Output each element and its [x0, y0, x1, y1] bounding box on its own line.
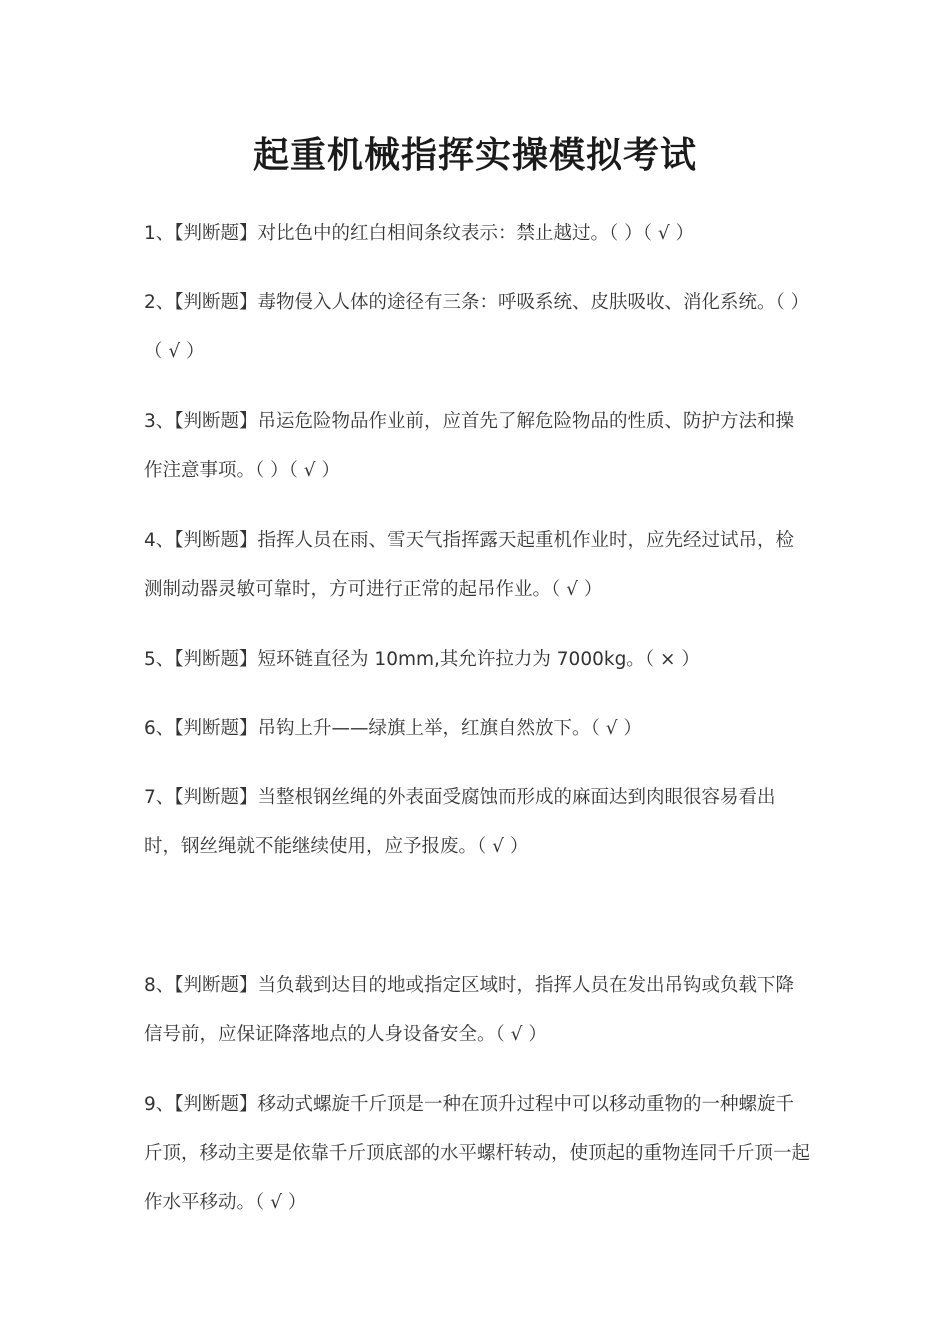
- question-type-tag: 【判断题】: [174, 1094, 258, 1115]
- question-item-2: [144, 278, 810, 376]
- question-number: 3、: [144, 411, 175, 432]
- question-item-7: [144, 773, 810, 871]
- question-text: 移动式螺旋千斤顶是一种在顶升过程中可以移动重物的一种螺旋千斤顶，移动主要是依靠千斤顶底部的水平螺杆转动，使顶起的重物连同千斤顶一起作水平移动。: [144, 1094, 811, 1213]
- question-answer: （ √ ）: [288, 460, 340, 481]
- question-answer: （ √ ）: [144, 341, 205, 362]
- question-answer: （ × ）: [644, 649, 700, 670]
- question-text: 当整根钢丝绳的外表面受腐蚀而形成的麻面达到肉眼很容易看出时，钢丝绳就不能继续使用，应予报废。: [144, 787, 776, 857]
- question-item-6: [144, 704, 810, 753]
- question-number: 8、: [144, 975, 175, 996]
- question-text: 吊运危险物品作业前，应首先了解危险物品的性质、防护方法和操作注意事项。（ ）: [144, 411, 795, 481]
- question-answer: （ √ ）: [495, 1024, 547, 1045]
- question-answer: （ √ ）: [255, 1192, 307, 1213]
- question-type-tag: 【判断题】: [174, 411, 258, 432]
- question-number: 7、: [144, 787, 175, 808]
- question-answer: （ √ ）: [551, 579, 603, 600]
- question-text: 短环链直径为 10mm,其允许拉力为 7000kg。: [257, 649, 645, 670]
- question-number: 4、: [144, 530, 175, 551]
- question-text: 吊钩上升——绿旗上举，红旗自然放下。: [257, 718, 591, 739]
- question-item-9: [144, 1080, 810, 1227]
- question-text: 指挥人员在雨、雪天气指挥露天起重机作业时，应先经过试吊，检测制动器灵敏可靠时，方可进行正常的起吊作业。: [144, 530, 795, 600]
- question-number: 5、: [144, 649, 175, 670]
- question-item-3: [144, 397, 810, 495]
- question-item-1: [144, 209, 810, 258]
- question-number: 9、: [144, 1094, 175, 1115]
- question-type-tag: 【判断题】: [174, 718, 258, 739]
- question-type-tag: 【判断题】: [174, 975, 258, 996]
- question-item-4: [144, 516, 810, 614]
- question-number: 2、: [144, 292, 175, 313]
- question-number: 6、: [144, 718, 175, 739]
- question-answer: （ √ ）: [590, 718, 642, 739]
- question-answer: （ √ ）: [477, 836, 529, 857]
- question-type-tag: 【判断题】: [174, 223, 258, 244]
- question-item-8: [144, 961, 810, 1059]
- question-type-tag: 【判断题】: [174, 292, 258, 313]
- question-text: 当负载到达目的地或指定区域时，指挥人员在发出吊钩或负载下降信号前，应保证降落地点的人身设备安全。: [144, 975, 795, 1045]
- question-type-tag: 【判断题】: [174, 787, 258, 808]
- question-answer: （ √ ）: [642, 223, 694, 244]
- question-item-5: [144, 635, 810, 684]
- question-type-tag: 【判断题】: [174, 530, 258, 551]
- page-title: 起重机械指挥实操模拟考试: [252, 135, 697, 176]
- question-text: 毒物侵入人体的途径有三条：呼吸系统、皮肤吸收、消化系统。（ ）: [257, 292, 810, 313]
- question-number: 1、: [144, 223, 175, 244]
- question-text: 对比色中的红白相间条纹表示：禁止越过。（ ）: [257, 223, 643, 244]
- question-type-tag: 【判断题】: [174, 649, 258, 670]
